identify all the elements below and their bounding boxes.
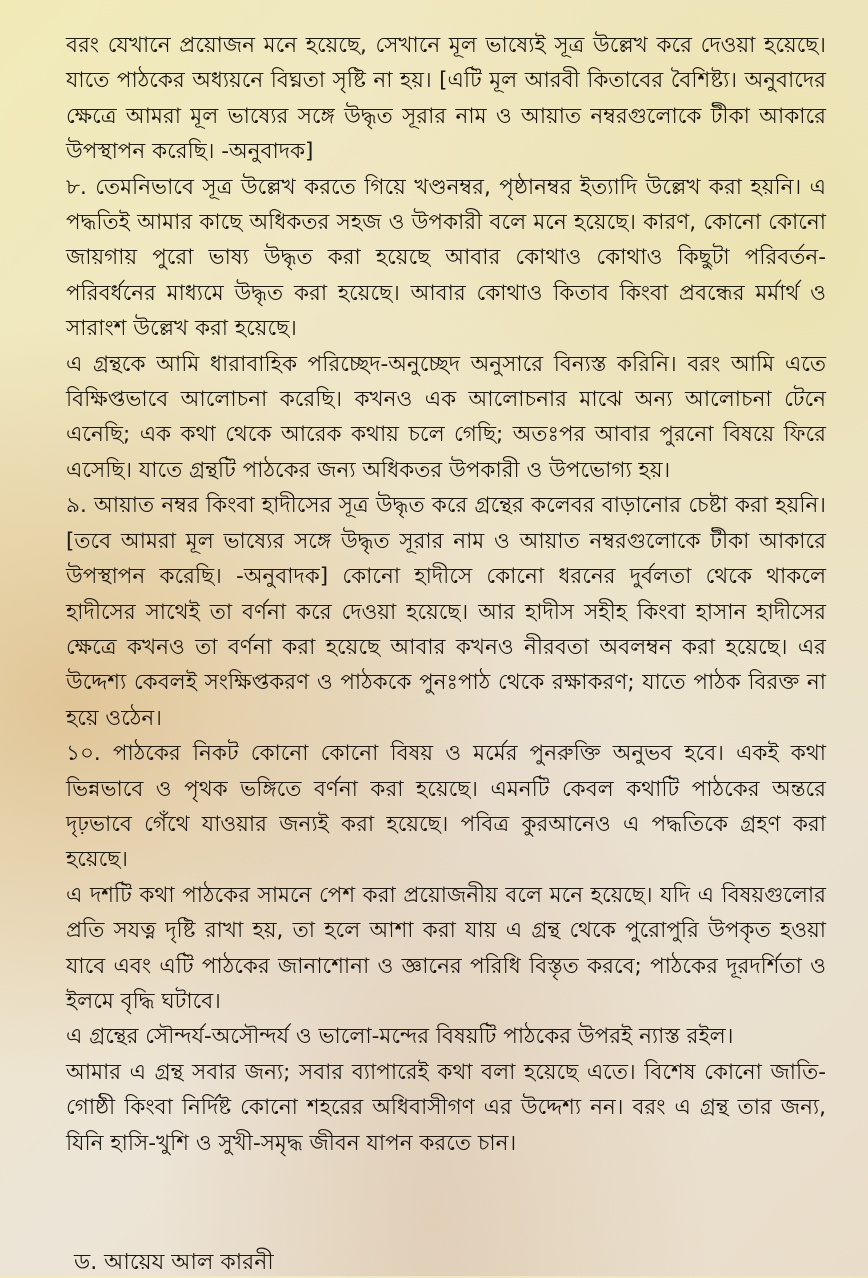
paragraph-point-9: ৯. আয়াত নম্বর কিংবা হাদীসের সূত্র উদ্ধৃত করে গ্রন্থের কলেবর বাড়ানোর চেষ্টা করা হয়নি। [তবে আমরা মূল ভাষ্যের সঙ্গে উদ্ধৃত সূরার নাম ও আয়াত নম্বরগুলোকে টীকা আকারে উপস্থাপন করেছি। -অনুবাদক] কোনো হাদীসে কোনো ধরনের দুর্বলতা থেকে থাকলে হাদীসের সাথেই তা বর্ণনা করে দেওয়া হয়েছে। আর হাদীস সহীহ কিংবা হাসান হাদীসের ক্ষেত্রে কখনও তা বর্ণনা করা হয়েছে আবার কখনও নীরবতা অবলম্বন করা হয়েছে। এর উদ্দেশ্য কেবলই সংক্ষিপ্তকরণ ও পাঠককে পুনঃপাঠ থেকে রক্ষাকরণ; যাতে পাঠক বিরক্ত না হয়ে ওঠেন। bbox=[66, 493, 826, 731]
paragraph-point-8: ৮. তেমনিভাবে সূত্র উল্লেখ করতে গিয়ে খণ্ডনম্বর, পৃষ্ঠানম্বর ইত্যাদি উল্লেখ করা হয়নি। এ পদ্ধতিই আমার কাছে অধিকতর সহজ ও উপকারী বলে মনে হয়েছে। কারণ, কোনো কোনো জায়গায় পুরো ভাষ্য উদ্ধৃত করা হয়েছে আবার কোথাও কোথাও কিছুটা পরিবর্তন-পরিবর্ধনের মাধ্যমে উদ্ধৃত করা হয়েছে। আবার কোথাও কিতাব কিংবা প্রবন্ধের মর্মার্থ ও সারাংশ উল্লেখ করা হয়েছে। bbox=[66, 174, 826, 342]
page-body bbox=[66, 28, 826, 1161]
author-signature: ড. আয়েয আল কারনী bbox=[74, 1250, 274, 1275]
paragraph-beauty: এ গ্রন্থের সৌন্দর্য-অসৌন্দর্য ও ভালো-মন্দের বিষয়টি পাঠকের উপরই ন্যাস্ত রইল। bbox=[66, 1024, 734, 1050]
paragraph-audience: আমার এ গ্রন্থ সবার জন্য; সবার ব্যাপারেই কথা বলা হয়েছে এতে। বিশেষ কোনো জাতি-গোষ্ঠী কিংবা নির্দিষ্ট কোনো শহরের অধিবাসীগণ এর উদ্দেশ্য নন। বরং এ গ্রন্থ তার জন্য, যিনি হাসি-খুশি ও সুখী-সমৃদ্ধ জীবন যাপন করতে চান। bbox=[66, 1059, 826, 1156]
paragraph-ten-points: এ দশটি কথা পাঠকের সামনে পেশ করা প্রয়োজনীয় বলে মনে হয়েছে। যদি এ বিষয়গুলোর প্রতি সযত্ন দৃষ্টি রাখা হয়, তা হলে আশা করা যায় এ গ্রন্থ থেকে পুরোপুরি উপকৃত হওয়া যাবে এবং এটি পাঠকের জানাশোনা ও জ্ঞানের পরিধি বিস্তৃত করবে; পাঠকের দূরদর্শিতা ও ইলমে বৃদ্ধি ঘটাবে। bbox=[66, 882, 826, 1014]
paragraph-point-10: ১০. পাঠকের নিকট কোনো কোনো বিষয় ও মর্মের পুনরুক্তি অনুভব হবে। একই কথা ভিন্নভাবে ও পৃথক ভঙ্গিতে বর্ণনা করা হয়েছে। এমনটি কেবল কথাটি পাঠকের অন্তরে দৃঢ়ভাবে গেঁথে যাওয়ার জন্যই করা হয়েছে। পবিত্র কুরআনেও এ পদ্ধতিকে গ্রহণ করা হয়েছে। bbox=[66, 741, 826, 873]
paragraph-source-citation: বরং যেখানে প্রয়োজন মনে হয়েছে, সেখানে মূল ভাষ্যেই সূত্র উল্লেখ করে দেওয়া হয়েছে। যাতে পাঠকের অধ্যয়নে বিঘ্নতা সৃষ্টি না হয়। [এটি মূল আরবী কিতাবের বৈশিষ্ট্য। অনুবাদের ক্ষেত্রে আমরা মূল ভাষ্যের সঙ্গে উদ্ধৃত সূরার নাম ও আয়াত নম্বরগুলোকে টীকা আকারে উপস্থাপন করেছি। -অনুবাদক] bbox=[66, 33, 826, 165]
paragraph-arrangement: এ গ্রন্থকে আমি ধারাবাহিক পরিচ্ছেদ-অনুচ্ছেদ অনুসারে বিন্যস্ত করিনি। বরং আমি এতে বিক্ষিপ্তভাবে আলোচনা করেছি। কখনও এক আলোচনার মাঝে অন্য আলোচনা টেনে এনেছি; এক কথা থেকে আরেক কথায় চলে গেছি; অতঃপর আবার পুরনো বিষয়ে ফিরে এসেছি। যাতে গ্রন্থটি পাঠকের জন্য অধিকতর উপকারী ও উপভোগ্য হয়। bbox=[66, 351, 826, 483]
